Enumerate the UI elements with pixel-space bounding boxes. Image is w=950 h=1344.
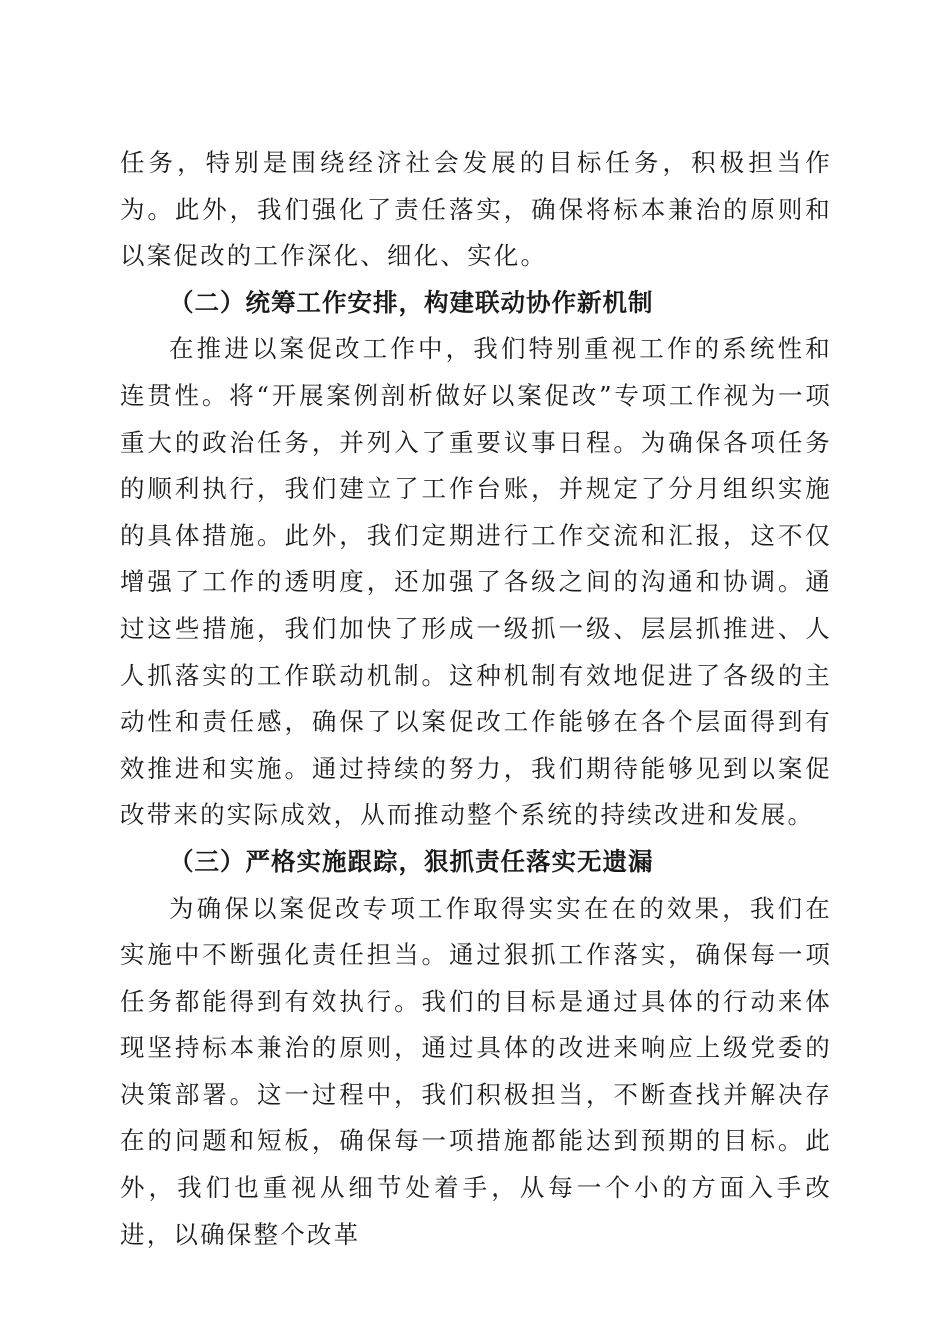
- section-heading-3: （三）严格实施跟踪，狠抓责任落实无遗漏: [169, 846, 654, 876]
- paragraph-section-2: 在推进以案促改工作中，我们特别重视工作的系统性和连贯性。将“开展案例剖析做好以案促改”专项工作视为一项重大的政治任务，并列入了重要议事日程。为确保各项任务的顺利执行，我们建立了工作台账，并规定了分月组织实施的具体措施。此外，我们定期进行工作交流和汇报，这不仅增强了工作的透明度，还加强了各级之间的沟通和协调。通过这些措施，我们加快了形成一级抓一级、层层抓推进、人人抓落实的工作联动机制。这种机制有效地促进了各级的主动性和责任感，确保了以案促改工作能够在各个层面得到有效推进和实施。通过持续的努力，我们期待能够见到以案促改带来的实际成效，从而推动整个系统的持续改进和发展。: [120, 334, 832, 830]
- paragraph-section-3: 为确保以案促改专项工作取得实实在在的效果，我们在实施中不断强化责任担当。通过狠抓工作落实，确保每一项任务都能得到有效执行。我们的目标是通过具体的行动来体现坚持标本兼治的原则，通过具体的改进来响应上级党委的决策部署。这一过程中，我们积极担当，不断查找并解决存在的问题和短板，确保每一项措施都能达到预期的目标。此外，我们也重视从细节处着手，从每一个小的方面入手改进，以确保整个改革: [120, 893, 832, 1249]
- document-body: [120, 140, 832, 1258]
- section-heading-2: （二）统筹工作安排，构建联动协作新机制: [169, 287, 654, 317]
- paragraph-continued: 任务，特别是围绕经济社会发展的目标任务，积极担当作为。此外，我们强化了责任落实，确保将标本兼治的原则和以案促改的工作深化、细化、实化。: [120, 148, 832, 271]
